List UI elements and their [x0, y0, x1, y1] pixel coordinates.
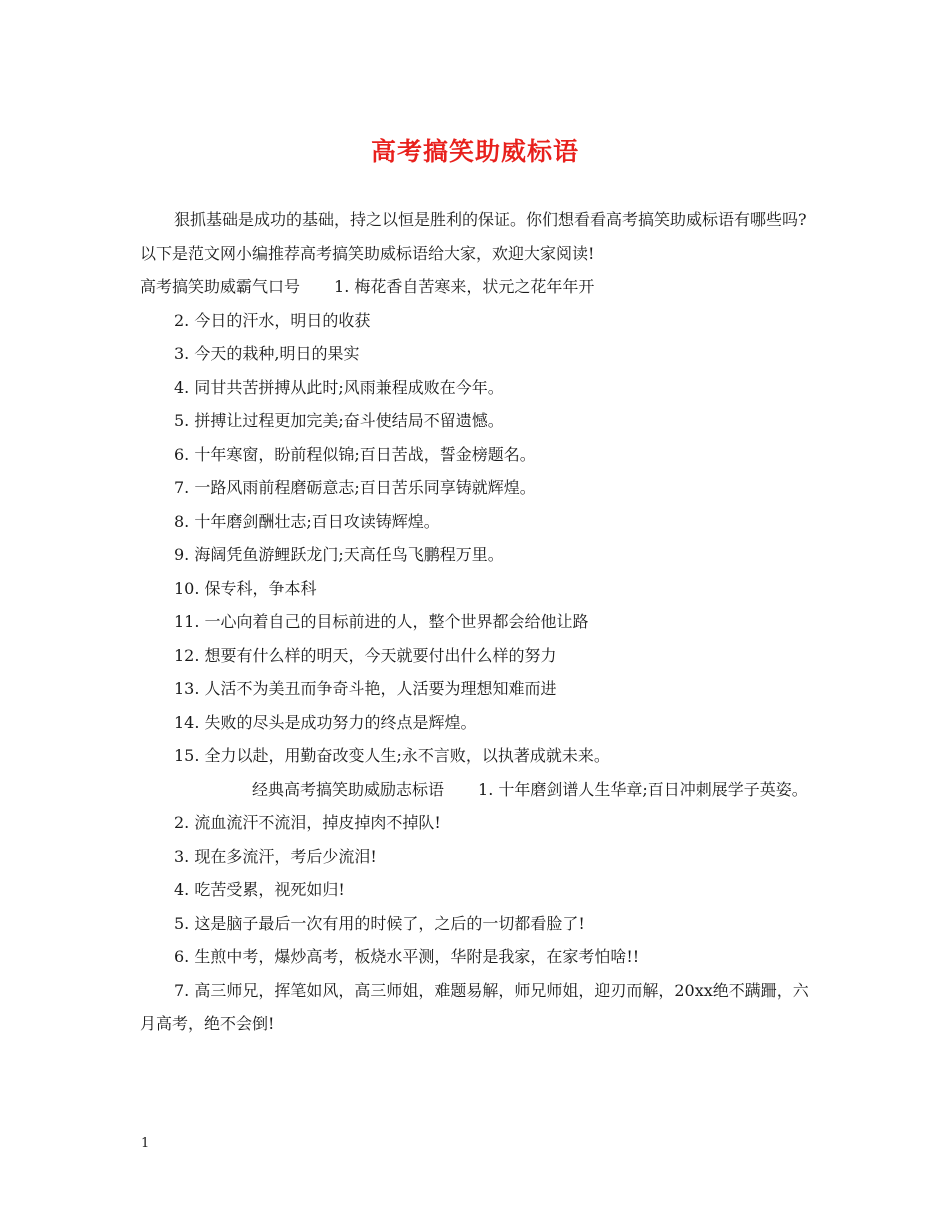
section1-item-14: 14. 失败的尽头是成功努力的终点是辉煌。	[174, 712, 477, 732]
section1-item-10: 10. 保专科，争本科	[174, 578, 317, 598]
section1-item-9: 9. 海阔凭鱼游鲤跃龙门;天高任鸟飞鹏程万里。	[174, 545, 504, 564]
section1-item-13: 13. 人活不为美丑而争奇斗艳，人活要为理想知难而进	[174, 679, 557, 698]
section2-item-6: 6. 生煎中考，爆炒高考，板烧水平测，华附是我家，在家考怕啥!!	[174, 947, 640, 966]
document-body	[140, 203, 815, 1041]
section2-item-7: 7. 高三师兄，挥笔如风，高三师姐，难题易解，师兄师姐，迎刃而解，20xx绝不蹒跚，六月高考，绝不会倒!	[140, 980, 809, 1033]
section2-item-2: 2. 流血流汗不流泪，掉皮掉肉不掉队!	[174, 813, 441, 832]
section1-heading: 高考搞笑助威霸气口号	[140, 277, 301, 296]
section1-item-11: 11. 一心向着自己的目标前进的人，整个世界都会给他让路	[174, 612, 589, 631]
section1-item-2: 2. 今日的汗水，明日的收获	[174, 310, 371, 330]
section1-item-12: 12. 想要有什么样的明天，今天就要付出什么样的努力	[174, 645, 557, 665]
section2-item-1: 1. 十年磨剑谱人生华章;百日冲刺展学子英姿。	[478, 779, 808, 799]
section2-heading: 经典高考搞笑助威励志标语	[252, 779, 445, 799]
section1-line-1	[140, 270, 815, 304]
section1-item-8: 8. 十年磨剑酬壮志;百日攻读铸辉煌。	[174, 511, 440, 531]
section1-item-5: 5. 拼搏让过程更加完美;奋斗使结局不留遗憾。	[174, 411, 504, 430]
section1-item-1: 1. 梅花香自苦寒来，状元之花年年开	[334, 277, 595, 296]
section1-item-15: 15. 全力以赴，用勤奋改变人生;永不言败，以执著成就未来。	[174, 746, 610, 765]
page-number: 1	[141, 1136, 150, 1151]
section2-line-1	[140, 773, 815, 807]
section1-item-6: 6. 十年寒窗，盼前程似锦;百日苦战，誓金榜题名。	[174, 444, 536, 464]
section2-item-5: 5. 这是脑子最后一次有用的时候了，之后的一切都看脸了!	[174, 913, 585, 933]
section1-item-7: 7. 一路风雨前程磨砺意志;百日苦乐同享铸就辉煌。	[174, 478, 536, 497]
intro-paragraph: 狠抓基础是成功的基础，持之以恒是胜利的保证。你们想看看高考搞笑助威标语有哪些吗?以下是范文网小编推荐高考搞笑助威标语给大家，欢迎大家阅读!	[140, 210, 807, 263]
section1-item-3: 3. 今天的栽种,明日的果实	[174, 344, 360, 363]
section1-item-4: 4. 同甘共苦拼搏从此时;风雨兼程成败在今年。	[174, 377, 504, 397]
section2-item-3: 3. 现在多流汗，考后少流泪!	[174, 846, 377, 866]
section2-item-4: 4. 吃苦受累，视死如归!	[174, 880, 345, 899]
document-title: 高考搞笑助威标语	[370, 137, 579, 166]
